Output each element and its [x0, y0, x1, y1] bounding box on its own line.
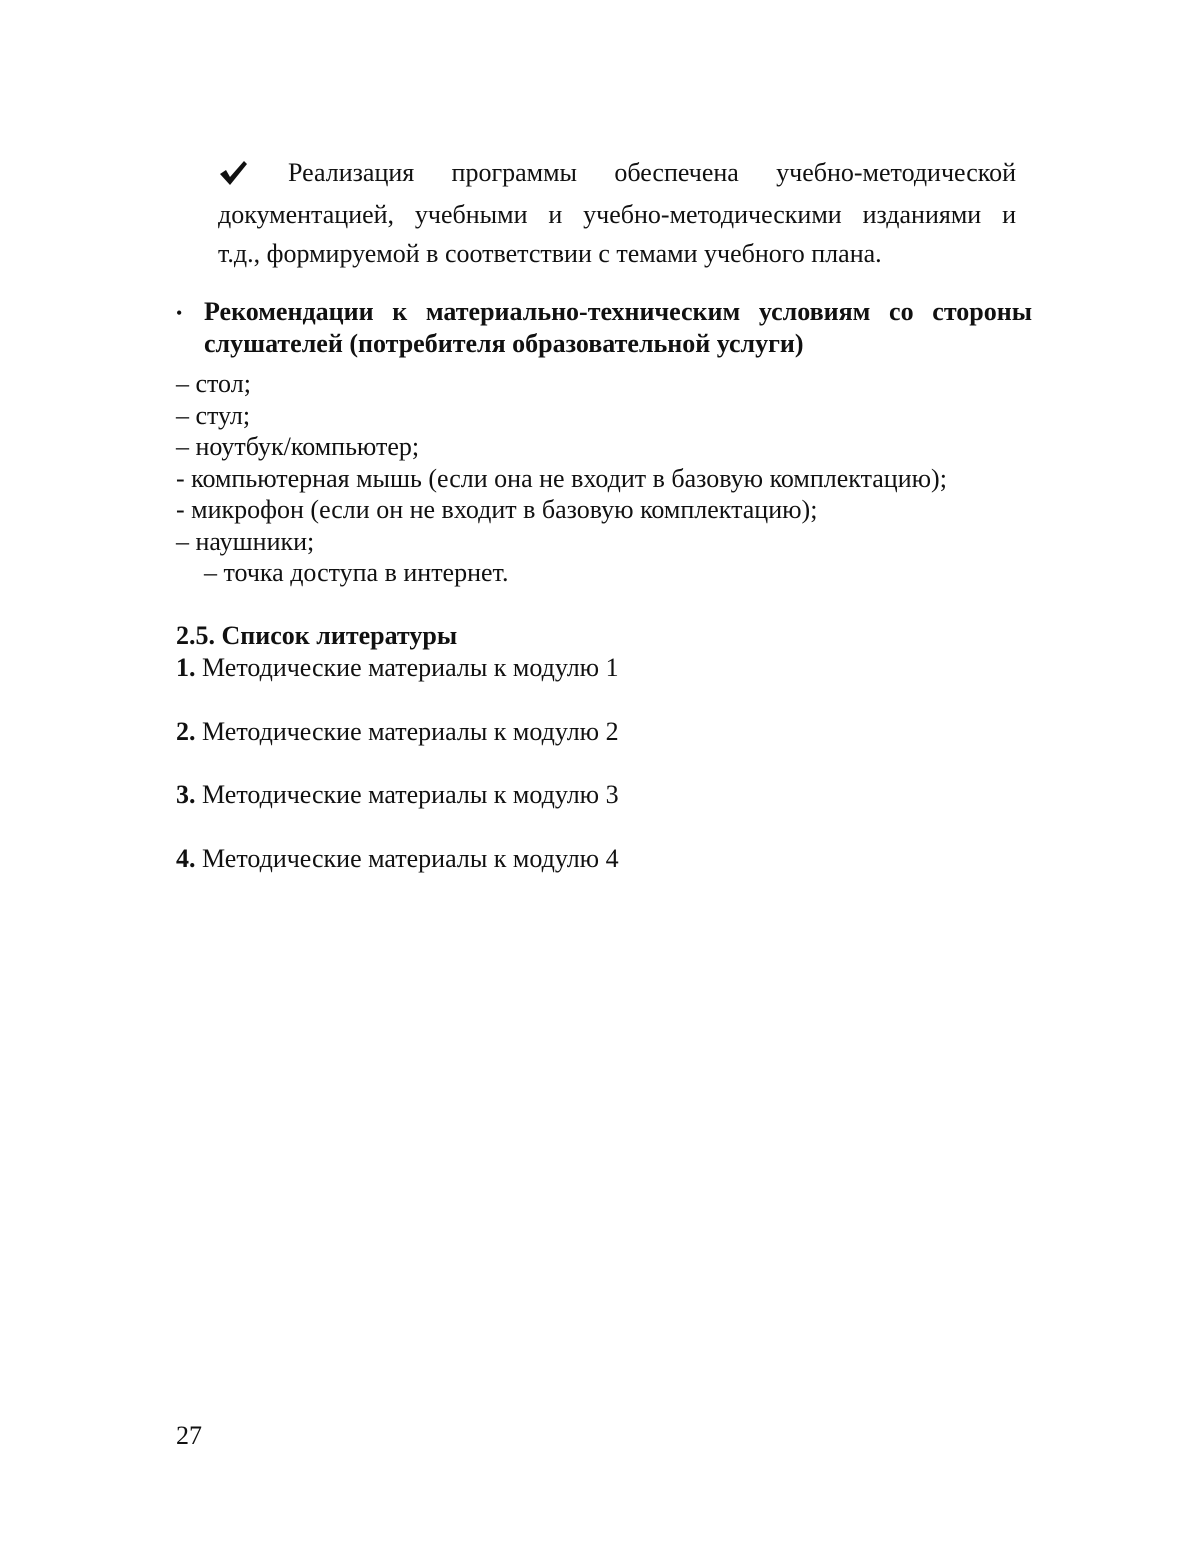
checklist-line-3: т.д., формируемой в соответствии с темами учебного плана. [218, 239, 882, 268]
checklist-line-1: Реализация программы обеспечена учебно-методической [288, 158, 1016, 187]
list-item: - компьютерная мышь (если она не входит в базовую комплектацию); [176, 463, 947, 493]
literature-heading: 2.5. Список литературы [176, 621, 458, 650]
list-item: – стул; [176, 400, 251, 430]
recommendations-heading [172, 296, 1032, 360]
equipment-list [176, 368, 947, 589]
literature-item-text: Методические материалы к модулю 3 [195, 780, 619, 809]
literature-item-number: 2. [176, 716, 196, 746]
heavy-check-mark-icon [218, 158, 248, 188]
checklist-first-line [218, 152, 1016, 194]
literature-item-number: 4. [176, 843, 196, 873]
bullet-icon: • [176, 303, 183, 323]
list-item: – точка доступа в интернет. [204, 558, 509, 587]
list-item: – наушники; [176, 526, 315, 556]
literature-item [176, 651, 619, 715]
literature-item [176, 778, 619, 842]
recommendations-heading-line-2: слушателей (потребителя образовательной услуги) [204, 329, 804, 358]
recommendations-heading-line-1: Рекомендации к материально-техническим условиям со стороны [204, 297, 1032, 326]
checklist-line-2: документацией, учебными и учебно-методическими изданиями и [218, 200, 1016, 229]
list-item: – стол; [176, 369, 251, 398]
literature-list [176, 651, 619, 905]
literature-item-number: 3. [176, 780, 196, 809]
checklist-paragraph [218, 152, 1016, 272]
literature-item-text: Методические материалы к модулю 1 [195, 653, 619, 682]
page-number: 27 [176, 1421, 202, 1450]
literature-item-text: Методические материалы к модулю 4 [195, 843, 619, 873]
literature-item [176, 842, 619, 906]
list-item: – ноутбук/компьютер; [176, 432, 420, 461]
literature-item-text: Методические материалы к модулю 2 [195, 716, 619, 746]
literature-item-number: 1. [176, 653, 196, 682]
literature-item [176, 715, 619, 779]
list-item: - микрофон (если он не входит в базовую комплектацию); [176, 495, 818, 524]
